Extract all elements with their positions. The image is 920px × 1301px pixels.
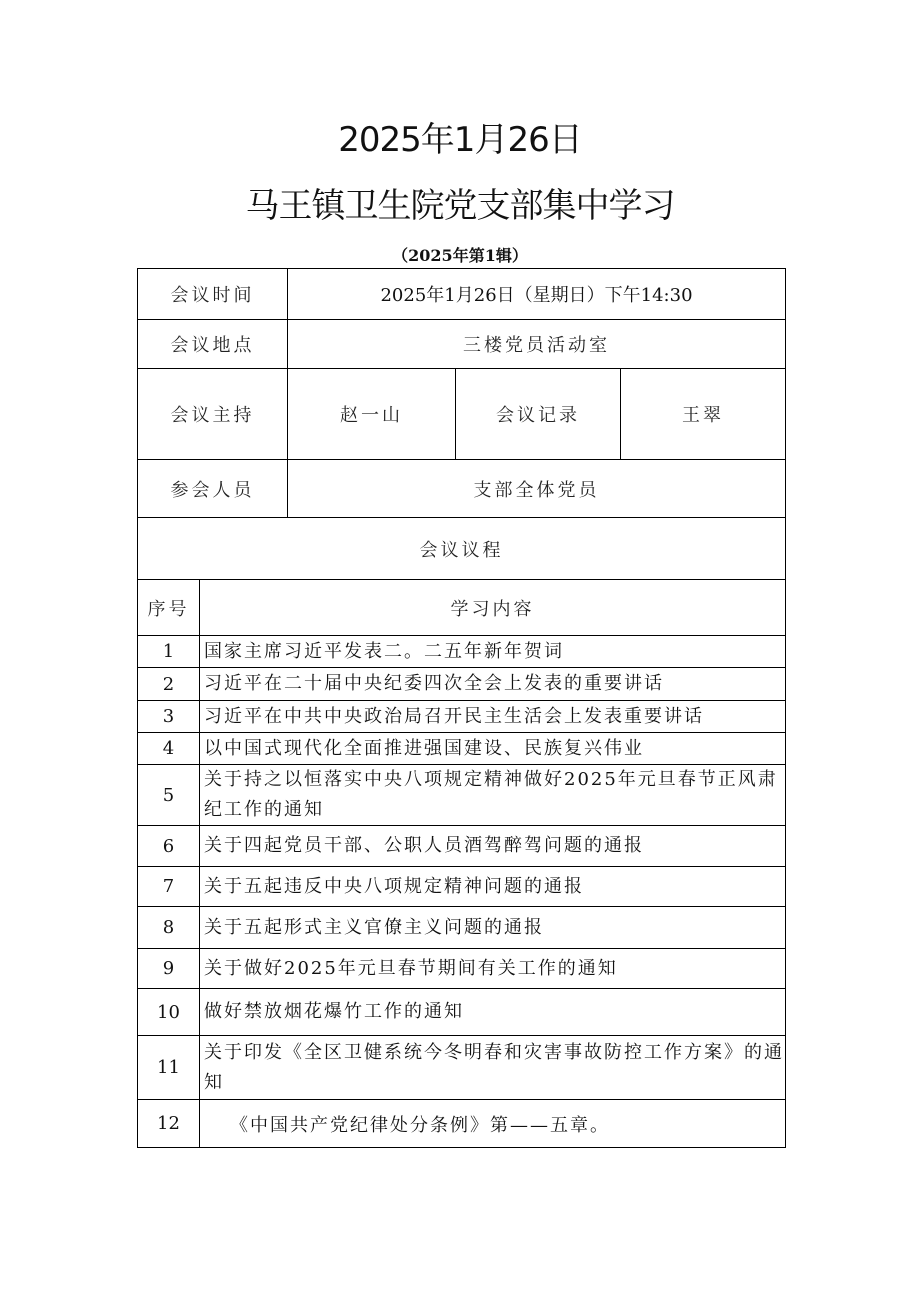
table-row bbox=[138, 765, 786, 826]
table-row bbox=[138, 907, 786, 949]
item-number: 12 bbox=[138, 1100, 200, 1148]
meeting-host-value: 赵一山 bbox=[288, 369, 456, 460]
meeting-time-value: 2025年1月26日（星期日）下午14:30 bbox=[288, 269, 786, 320]
meeting-place-value: 三楼党员活动室 bbox=[288, 320, 786, 369]
item-number: 4 bbox=[138, 733, 200, 765]
item-text: 习近平在中共中央政治局召开民主生活会上发表重要讲话 bbox=[200, 701, 786, 733]
meeting-time-label: 会议时间 bbox=[138, 269, 288, 320]
meeting-host-label: 会议主持 bbox=[138, 369, 288, 460]
row-attendees bbox=[138, 460, 786, 518]
attendees-label: 参会人员 bbox=[138, 460, 288, 518]
table-row bbox=[138, 733, 786, 765]
item-number: 10 bbox=[138, 989, 200, 1036]
item-number: 3 bbox=[138, 701, 200, 733]
issue-number: （2025年第1辑） bbox=[392, 246, 528, 265]
date-title: 2025年1月26日 bbox=[338, 120, 582, 160]
item-number: 8 bbox=[138, 907, 200, 949]
item-text: 关于做好2025年元旦春节期间有关工作的通知 bbox=[200, 949, 786, 989]
item-text: 关于五起违反中央八项规定精神问题的通报 bbox=[200, 867, 786, 907]
item-number: 11 bbox=[138, 1036, 200, 1100]
row-meeting-time bbox=[138, 269, 786, 320]
table-row bbox=[138, 949, 786, 989]
page-title: 马王镇卫生院党支部集中学习 bbox=[245, 186, 675, 226]
table-row bbox=[138, 989, 786, 1036]
col-no-header: 序号 bbox=[138, 580, 200, 636]
meeting-table bbox=[137, 268, 786, 1148]
item-text: 以中国式现代化全面推进强国建设、民族复兴伟业 bbox=[200, 733, 786, 765]
attendees-value: 支部全体党员 bbox=[288, 460, 786, 518]
item-text: 关于五起形式主义官僚主义问题的通报 bbox=[200, 907, 786, 949]
table-row bbox=[138, 867, 786, 907]
item-text: 关于持之以恒落实中央八项规定精神做好2025年元旦春节正风肃纪工作的通知 bbox=[200, 765, 786, 826]
meeting-recorder-value: 王翠 bbox=[621, 369, 786, 460]
row-meeting-host bbox=[138, 369, 786, 460]
item-text: 习近平在二十届中央纪委四次全会上发表的重要讲话 bbox=[200, 668, 786, 701]
meeting-place-label: 会议地点 bbox=[138, 320, 288, 369]
item-text: 《中国共产党纪律处分条例》第——五章。 bbox=[200, 1100, 786, 1148]
table-row bbox=[138, 826, 786, 867]
row-agenda-header bbox=[138, 580, 786, 636]
item-text: 关于印发《全区卫健系统今冬明春和灾害事故防控工作方案》的通知 bbox=[200, 1036, 786, 1100]
table-row bbox=[138, 701, 786, 733]
agenda-heading: 会议议程 bbox=[138, 518, 786, 580]
meeting-recorder-label: 会议记录 bbox=[456, 369, 621, 460]
item-text: 国家主席习近平发表二。二五年新年贺词 bbox=[200, 636, 786, 668]
table-row bbox=[138, 1036, 786, 1100]
item-number: 2 bbox=[138, 668, 200, 701]
item-number: 6 bbox=[138, 826, 200, 867]
item-text: 关于四起党员干部、公职人员酒驾醉驾问题的通报 bbox=[200, 826, 786, 867]
table-row bbox=[138, 1100, 786, 1148]
table-row bbox=[138, 636, 786, 668]
row-meeting-place bbox=[138, 320, 786, 369]
table-row bbox=[138, 668, 786, 701]
item-number: 1 bbox=[138, 636, 200, 668]
item-number: 9 bbox=[138, 949, 200, 989]
row-agenda-heading bbox=[138, 518, 786, 580]
col-content-header: 学习内容 bbox=[200, 580, 786, 636]
item-text: 做好禁放烟花爆竹工作的通知 bbox=[200, 989, 786, 1036]
item-number: 7 bbox=[138, 867, 200, 907]
item-number: 5 bbox=[138, 765, 200, 826]
